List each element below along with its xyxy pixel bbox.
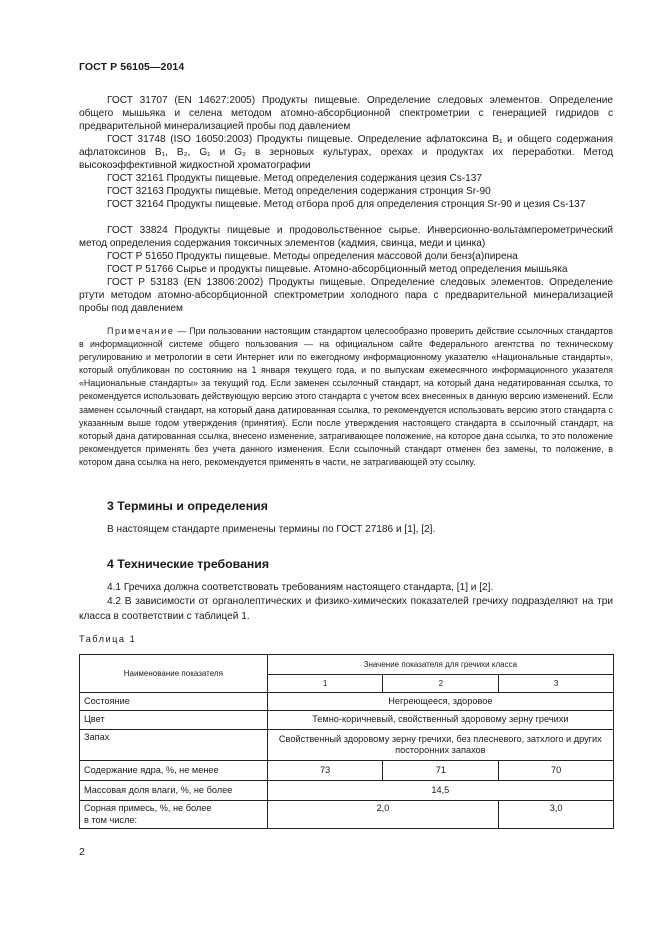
row-value: Темно-коричневый, свойственный здоровому зерну гречихи <box>267 711 613 730</box>
header-indicator-name: Наименование показателя <box>80 655 268 693</box>
table-row <box>80 693 614 711</box>
table-row <box>80 801 614 829</box>
reference-gost-r-51766: ГОСТ Р 51766 Сырье и продукты пищевые. Атомно-абсорбционный метод определения мышьяка <box>107 264 568 275</box>
document-code: ГОСТ Р 56105—2014 <box>79 61 185 73</box>
table-row <box>80 781 614 801</box>
table-row <box>80 711 614 730</box>
row-name: Массовая доля влаги, %, не более <box>80 781 268 801</box>
reference-gost-31748: ГОСТ 31748 (ISO 16050:2003) Продукты пищевые. Определение афлатоксина B₁ и общего содержания афлатоксинов B₁, B₂, G₁ и G₂ в зерновых культурах, орехах и продуктах их переработки. Метод высокоэффективной жидкостной хроматографии <box>79 134 613 172</box>
table-caption: Таблица 1 <box>79 634 137 644</box>
table-row <box>80 761 614 781</box>
row-value-class-1-2: 2,0 <box>267 801 499 829</box>
row-name: Сорная примесь, %, не более в том числе: <box>80 801 268 829</box>
reference-gost-32161: ГОСТ 32161 Продукты пищевые. Метод определения содержания цезия Cs-137 <box>107 173 482 184</box>
row-value-class-3: 70 <box>499 761 614 781</box>
reference-gost-32164: ГОСТ 32164 Продукты пищевые. Метод отбора проб для определения стронция Sr-90 и цезия Cs-137 <box>107 199 586 210</box>
section-4-title: 4 Технические требования <box>107 557 269 571</box>
row-name: Содержание ядра, %, не менее <box>80 761 268 781</box>
section-4-p1: 4.1 Гречиха должна соответствовать требованиям настоящего стандарта, [1] и [2]. <box>107 582 494 593</box>
header-class-group: Значение показателя для гречихи класса <box>267 655 613 675</box>
row-value-class-2: 71 <box>383 761 499 781</box>
header-class-2: 2 <box>383 675 499 693</box>
row-name: Запах <box>80 730 268 761</box>
header-class-1: 1 <box>267 675 383 693</box>
row-value-class-3: 3,0 <box>499 801 614 829</box>
table-header-row <box>80 655 614 675</box>
note-label: Примечание <box>107 326 175 336</box>
note-paragraph <box>79 325 613 469</box>
header-class-3: 3 <box>499 675 614 693</box>
section-4-p2: 4.2 В зависимости от органолептических и физико-химических показателей гречиху подразделяют на три класса в соответствии с таблицей 1. <box>79 596 613 622</box>
row-value: 14,5 <box>267 781 613 801</box>
section-3-text: В настоящем стандарте применены термины по ГОСТ 27186 и [1], [2]. <box>107 524 436 535</box>
reference-gost-33824: ГОСТ 33824 Продукты пищевые и продовольственное сырье. Инверсионно-вольтамперометрический метод определения содержания токсичных элементов (кадмия, свинца, меди и цинка) <box>79 225 613 250</box>
page-number: 2 <box>79 846 85 858</box>
row-value: Свойственный здоровому зерну гречихи, без плесневого, затхлого и других посторонних запахов <box>267 730 613 761</box>
row-value-class-1: 73 <box>267 761 383 781</box>
row-name: Состояние <box>80 693 268 711</box>
note-text: — При пользовании настоящим стандартом целесообразно проверить действие ссылочных стандартов в информационной системе общего пользования — на официальном сайте Федерального агентства по техническому регулированию и метрологии в сети Интернет или по ежегодному информационному указателю «Национальные стандарты», который опубликован по состоянию на 1 января текущего года, и по выпускам ежемесячного информационного указателя «Национальные стандарты» за текущий год. Если заменен ссылочный стандарт, на который дана недатированная ссылка, то рекомендуется использовать действующую версию этого стандарта с учетом всех внесенных в данную версию изменений. Если заменен ссылочный стандарт, на который дана датированная ссылка, то рекомендуется использовать версию этого стандарта с указанным выше годом утверждения (принятия). Если после утверждения настоящего стандарта в ссылочный стандарт, на который дана датированная ссылка, внесено изменение, затрагивающее положение, на которое дана ссылка, то это положение рекомендуется применять без учета данного изменения. Если ссылочный стандарт отменен без замены, то положение, в котором дана ссылка на него, рекомендуется применять в части, не затрагивающей эту ссылку. <box>79 326 613 467</box>
table-row <box>80 730 614 761</box>
row-name: Цвет <box>80 711 268 730</box>
reference-gost-32163: ГОСТ 32163 Продукты пищевые. Метод определения содержания стронция Sr-90 <box>107 186 491 197</box>
section-3-title: 3 Термины и определения <box>107 499 268 513</box>
reference-gost-31707: ГОСТ 31707 (EN 14627:2005) Продукты пищевые. Определение следовых элементов. Определение общего мышьяка и селена методом атомно-абсорбционной спектрометрии с генерацией гидридов с предварительной минерализацией пробы под давлением <box>79 95 613 133</box>
table-1 <box>79 654 614 829</box>
row-value: Негреющееся, здоровое <box>267 693 613 711</box>
reference-gost-r-51650: ГОСТ Р 51650 Продукты пищевые. Методы определения массовой доли бенз(а)пирена <box>107 251 518 262</box>
reference-gost-r-53183: ГОСТ Р 53183 (EN 13806:2002) Продукты пищевые. Определение следовых элементов. Определение ртути методом атомно-абсорбционной спектрометрии холодного пара с предварительной минерализацией пробы под давлением <box>79 277 613 315</box>
